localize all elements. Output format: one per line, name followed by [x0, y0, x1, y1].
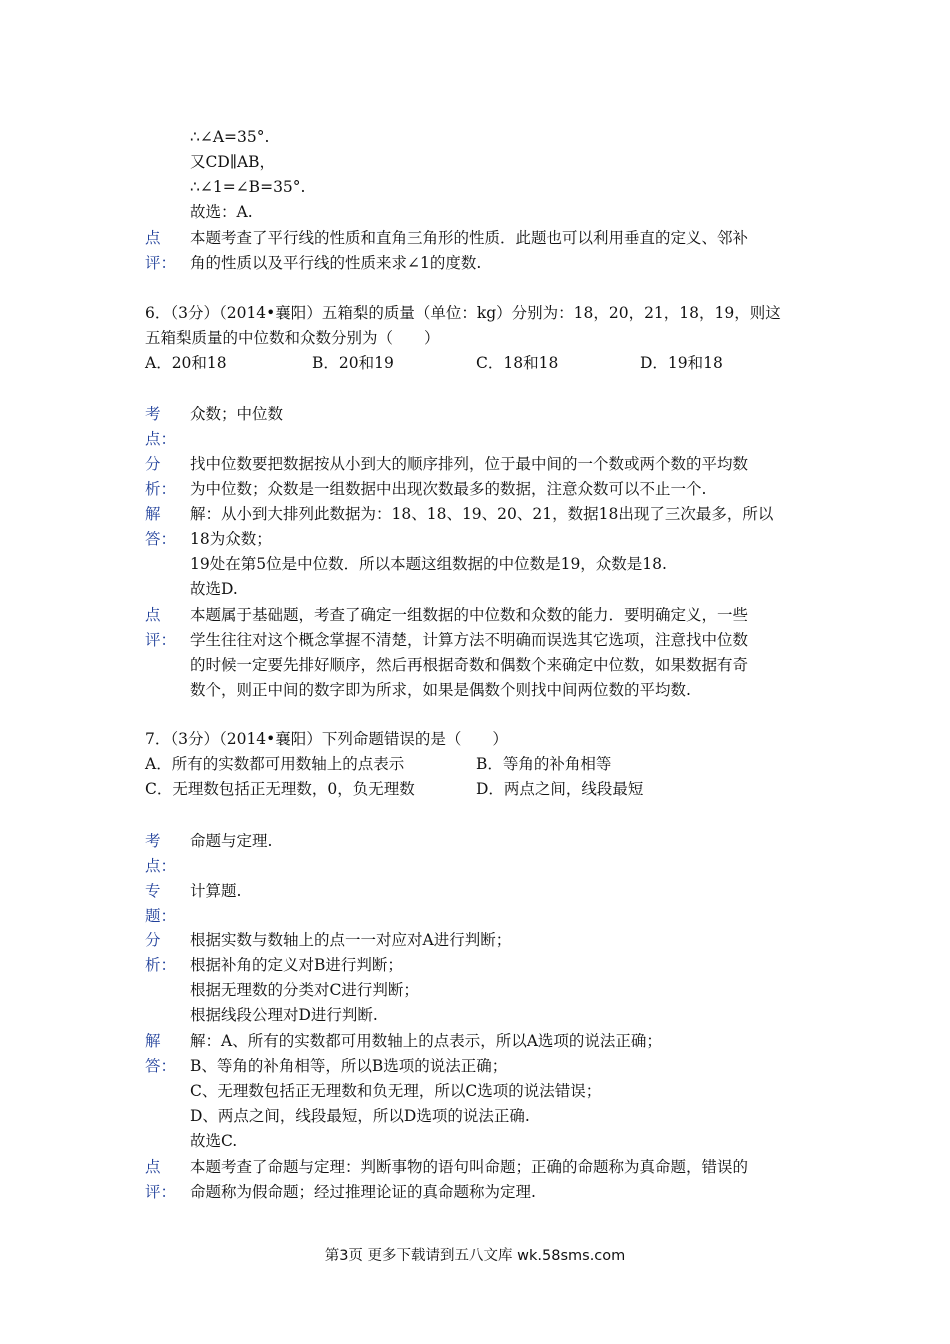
jieda-line: 解：A、所有的实数都可用数轴上的点表示，所以A选项的说法正确；	[190, 1032, 662, 1050]
fenxi-line: 为中位数；众数是一组数据中出现次数最多的数据，注意众数可以不止一个.	[190, 480, 707, 498]
fenxi-line: 找中位数要把数据按从小到大的顺序排列，位于最中间的一个数或两个数的平均数	[190, 455, 749, 473]
dianping-line: 数个，则正中间的数字即为所求，如果是偶数个则找中间两位数的平均数.	[190, 681, 691, 699]
comment-label: 点	[145, 229, 161, 247]
jieda-label: 解	[145, 505, 161, 523]
jieda-line: D、两点之间，线段最短，所以D选项的说法正确.	[190, 1107, 530, 1125]
kaodian-label: 点：	[145, 430, 177, 448]
jieda-line: 解：从小到大排列此数据为：18、18、19、20、21，数据18出现了三次最多，所以	[190, 505, 774, 523]
kaodian-text: 命题与定理.	[190, 832, 273, 850]
jieda-label: 答：	[145, 1057, 177, 1075]
solution-line: 故选：A.	[190, 203, 253, 221]
zhuanti-label: 题：	[145, 907, 177, 925]
fenxi-line: 根据补角的定义对B进行判断；	[190, 956, 403, 974]
fenxi-label: 分	[145, 455, 161, 473]
dianping-line: 命题称为假命题；经过推理论证的真命题称为定理.	[190, 1183, 536, 1201]
question-6-stem: 五箱梨质量的中位数和众数分别为（ ）	[145, 329, 440, 347]
jieda-label: 答：	[145, 530, 177, 548]
dianping-label: 评：	[145, 631, 177, 649]
comment-line: 本题考查了平行线的性质和直角三角形的性质．此题也可以利用垂直的定义、邻补	[190, 229, 749, 247]
fenxi-line: 根据线段公理对D进行判断.	[190, 1006, 378, 1024]
option-d: D．两点之间，线段最短	[476, 780, 644, 798]
dianping-line: 本题属于基础题，考查了确定一组数据的中位数和众数的能力．要明确定义，一些	[190, 606, 749, 624]
kaodian-label: 点：	[145, 857, 177, 875]
jieda-label: 解	[145, 1032, 161, 1050]
option-c: C．无理数包括正无理数，0，负无理数	[145, 780, 415, 798]
zhuanti-text: 计算题.	[190, 882, 242, 900]
solution-line: 又CD∥AB，	[190, 153, 276, 171]
fenxi-label: 析：	[145, 480, 177, 498]
option-a: A．所有的实数都可用数轴上的点表示	[145, 755, 405, 773]
jieda-line: B、等角的补角相等，所以B选项的说法正确；	[190, 1057, 508, 1075]
fenxi-line: 根据无理数的分类对C进行判断；	[190, 981, 419, 999]
fenxi-label: 分	[145, 931, 161, 949]
jieda-line: 故选C.	[190, 1132, 238, 1150]
question-7-stem: 7．（3分）（2014•襄阳）下列命题错误的是（ ）	[145, 730, 508, 748]
comment-label: 评：	[145, 254, 177, 272]
jieda-line: 19处在第5位是中位数．所以本题这组数据的中位数是19，众数是18.	[190, 555, 667, 573]
question-6-stem: 6．（3分）（2014•襄阳）五箱梨的质量（单位：kg）分别为：18，20，21，18，19，则这	[145, 304, 781, 322]
fenxi-line: 根据实数与数轴上的点一一对应对A进行判断；	[190, 931, 512, 949]
option-b: B．20和19	[312, 354, 394, 372]
kaodian-text: 众数；中位数	[190, 405, 284, 423]
solution-line: ∴∠1=∠B=35°.	[190, 178, 306, 196]
jieda-line: 故选D.	[190, 580, 238, 598]
zhuanti-label: 专	[145, 882, 161, 900]
comment-line: 角的性质以及平行线的性质来求∠1的度数.	[190, 254, 482, 272]
option-c: C．18和18	[476, 354, 559, 372]
dianping-label: 评：	[145, 1183, 177, 1201]
solution-line: ∴∠A=35°.	[190, 128, 270, 146]
dianping-label: 点	[145, 1158, 161, 1176]
dianping-label: 点	[145, 606, 161, 624]
option-d: D．19和18	[640, 354, 723, 372]
dianping-line: 学生往往对这个概念掌握不清楚，计算方法不明确而误选其它选项，注意找中位数	[190, 631, 749, 649]
dianping-line: 本题考查了命题与定理：判断事物的语句叫命题；正确的命题称为真命题，错误的	[190, 1158, 749, 1176]
jieda-line: 18为众数；	[190, 530, 272, 548]
fenxi-label: 析：	[145, 956, 177, 974]
page-footer: 第3页 更多下载请到五八文库 wk.58sms.com	[324, 1248, 626, 1264]
kaodian-label: 考	[145, 405, 161, 423]
dianping-line: 的时候一定要先排好顺序，然后再根据奇数和偶数个来确定中位数，如果数据有奇	[190, 656, 749, 674]
jieda-line: C、无理数包括正无理数和负无理，所以C选项的说法错误；	[190, 1082, 602, 1100]
option-b: B．等角的补角相等	[476, 755, 612, 773]
kaodian-label: 考	[145, 832, 161, 850]
option-a: A．20和18	[145, 354, 227, 372]
